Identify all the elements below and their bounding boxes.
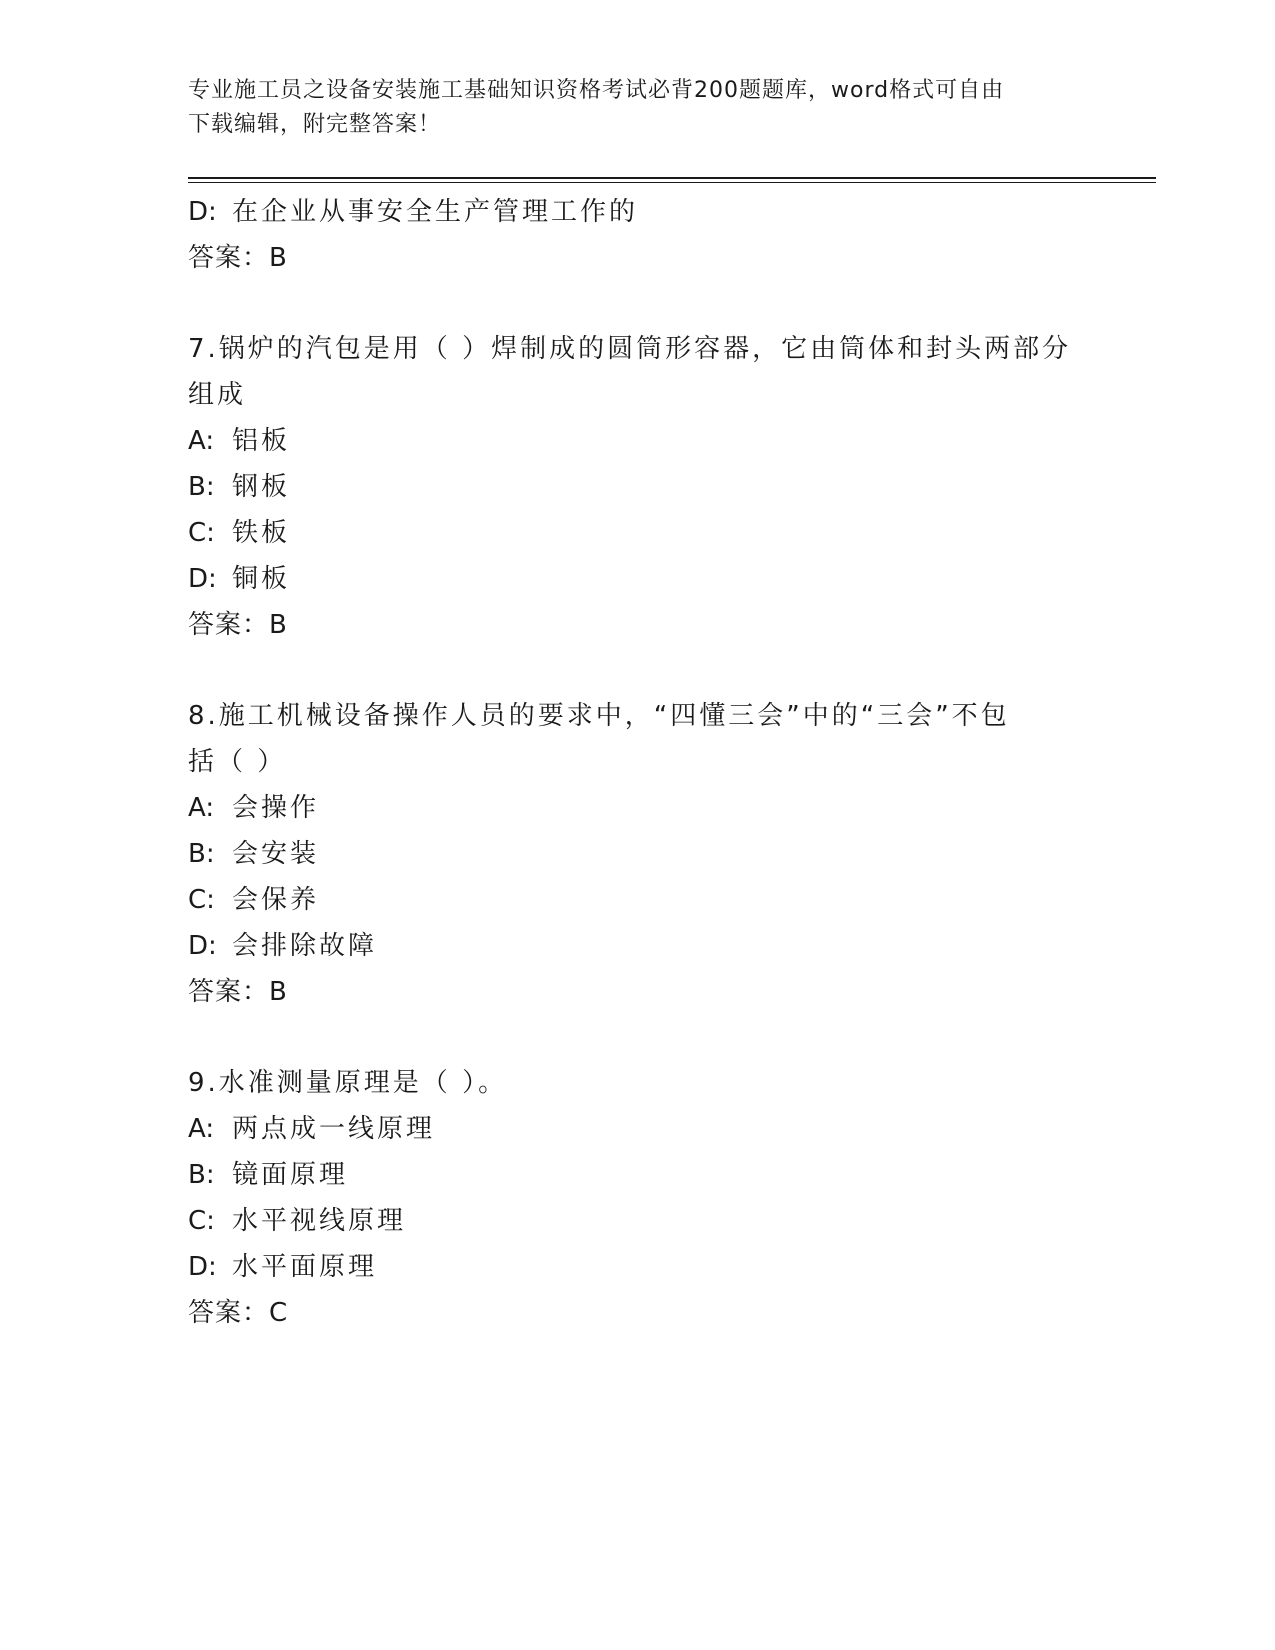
option-text: 钢板 bbox=[232, 472, 291, 502]
option-label: D: bbox=[188, 564, 217, 594]
prev-answer: 答案：B bbox=[188, 243, 288, 273]
option-label: C: bbox=[188, 885, 215, 915]
answer-line: 答案：B bbox=[188, 610, 288, 640]
option-label: A: bbox=[188, 1114, 215, 1144]
question-9 bbox=[188, 1060, 1088, 1336]
option-text: 会保养 bbox=[232, 885, 320, 915]
option-text: 水平视线原理 bbox=[232, 1206, 407, 1236]
answer-line: 答案：B bbox=[188, 977, 288, 1007]
option-text: 镜面原理 bbox=[232, 1160, 349, 1190]
option-a bbox=[188, 1106, 1088, 1152]
option-c bbox=[188, 510, 1088, 556]
option-text: 会排除故障 bbox=[232, 931, 378, 961]
question-8 bbox=[188, 693, 1088, 1015]
question-text-line: 组成 bbox=[188, 380, 247, 410]
header-divider bbox=[188, 177, 1156, 179]
option-a bbox=[188, 418, 1088, 464]
option-b bbox=[188, 464, 1088, 510]
option-label: D: bbox=[188, 197, 217, 227]
question-text-line: 7.锅炉的汽包是用（ ）焊制成的圆筒形容器，它由筒体和封头两部分 bbox=[188, 334, 1072, 364]
question-spacer bbox=[188, 281, 1088, 326]
option-label: C: bbox=[188, 518, 215, 548]
option-label: D: bbox=[188, 931, 217, 961]
option-text: 会安装 bbox=[232, 839, 320, 869]
option-text: 两点成一线原理 bbox=[232, 1114, 436, 1144]
option-text: 铁板 bbox=[232, 518, 291, 548]
question-text-line: 8.施工机械设备操作人员的要求中，“四懂三会”中的“三会”不包 bbox=[188, 701, 1010, 731]
prev-option-d bbox=[188, 189, 1088, 235]
option-text: 在企业从事安全生产管理工作的 bbox=[232, 197, 639, 227]
header-line-2: 下载编辑，附完整答案！ bbox=[188, 112, 442, 137]
option-a bbox=[188, 785, 1088, 831]
option-c bbox=[188, 1198, 1088, 1244]
option-label: B: bbox=[188, 472, 215, 502]
question-spacer bbox=[188, 648, 1088, 693]
option-b bbox=[188, 1152, 1088, 1198]
option-label: A: bbox=[188, 426, 215, 456]
question-spacer bbox=[188, 1015, 1088, 1060]
option-b bbox=[188, 831, 1088, 877]
option-text: 水平面原理 bbox=[232, 1252, 378, 1282]
question-text-line: 括（ ） bbox=[188, 747, 287, 777]
option-text: 铜板 bbox=[232, 564, 291, 594]
option-text: 会操作 bbox=[232, 793, 320, 823]
option-label: A: bbox=[188, 793, 215, 823]
question-content bbox=[188, 189, 1088, 1336]
question-7 bbox=[188, 326, 1088, 648]
option-d bbox=[188, 1244, 1088, 1290]
option-label: C: bbox=[188, 1206, 215, 1236]
header-divider-thin bbox=[188, 182, 1156, 183]
option-d bbox=[188, 923, 1088, 969]
option-label: B: bbox=[188, 1160, 215, 1190]
option-text: 铝板 bbox=[232, 426, 291, 456]
option-c bbox=[188, 877, 1088, 923]
question-text-line: 9.水准测量原理是（ ）。 bbox=[188, 1068, 508, 1098]
option-d bbox=[188, 556, 1088, 602]
header-line-1: 专业施工员之设备安装施工基础知识资格考试必背200题题库，word格式可自由 bbox=[188, 78, 1005, 103]
document-header bbox=[188, 74, 1088, 142]
answer-line: 答案：C bbox=[188, 1298, 289, 1328]
option-label: D: bbox=[188, 1252, 217, 1282]
option-label: B: bbox=[188, 839, 215, 869]
